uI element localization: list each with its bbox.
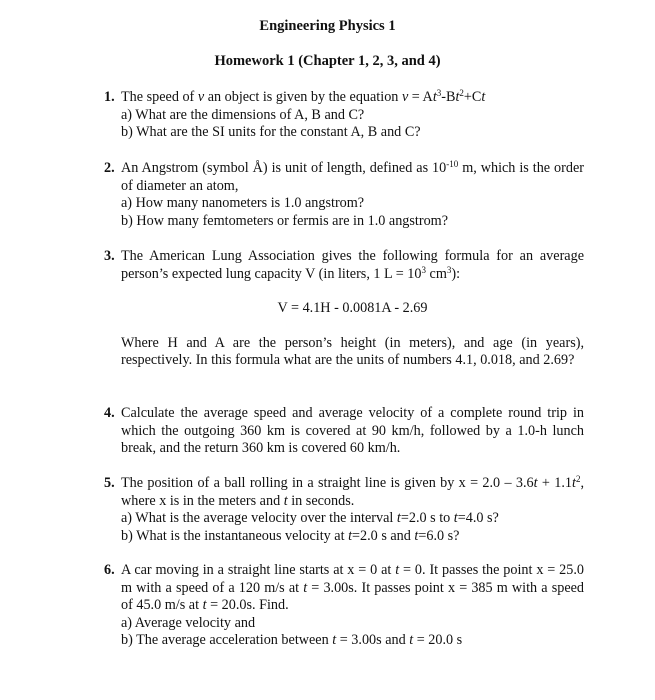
question-6	[104, 562, 584, 650]
question-number: 1.	[104, 89, 115, 105]
homework-title: Homework 1 (Chapter 1, 2, 3, and 4)	[214, 53, 441, 69]
sub-question-b: b) The average acceleration between t = 3.00s and t = 20.0 s	[121, 632, 463, 648]
sub-question-a: a) How many nanometers is 1.0 angstrom?	[121, 195, 365, 211]
question-stem: An Angstrom (symbol Å) is unit of length, defined as $10^{-10}$ m, which is the order of diameter an atom,	[121, 159, 584, 194]
question-stem: The speed of v an object is given by the equation $v = At^3-Bt^2+Ct$	[121, 88, 486, 105]
question-number: 4.	[104, 405, 115, 421]
question-1	[104, 89, 584, 142]
sub-question-a: a) What are the dimensions of A, B and C?	[121, 106, 365, 123]
question-number: 6.	[104, 562, 115, 578]
sub-question-a: a) What is the average velocity over the interval t=2.0 s to t=4.0 s?	[121, 510, 499, 526]
sub-question-a: a) Average velocity and	[121, 614, 256, 631]
question-5	[104, 475, 584, 545]
question-2	[104, 160, 584, 230]
question-stem: The American Lung Association gives the following formula for an average person’s expected lung capacity V (in liters, 1 $L = 10^3$ $cm^3$):	[121, 248, 584, 282]
question-stem: The position of a ball rolling in a straight line is given by $x = 2.0 - 3.6t + 1.1t^2$, where x is in the meters and t in seconds.	[121, 474, 584, 509]
question-number: 5.	[104, 475, 115, 491]
course-title: Engineering Physics 1	[259, 18, 396, 34]
question-text: Where H and A are the person’s height (in meters), and age (in years), respectively. In this formula what are the units of numbers 4.1, 0.018, and 2.69?	[121, 334, 584, 368]
question-text: Calculate the average speed and average velocity of a complete round trip in which the outgoing 360 km is covered at 90 km/h, followed by a 1.0-h lunch break, and the return 360 km is covered 60 km/h.	[121, 405, 584, 456]
sub-question-b: b) What is the instantaneous velocity at t=2.0 s and t=6.0 s?	[121, 527, 460, 544]
question-stem: A car moving in a straight line starts at x = 0 at t = 0. It passes the point x = 25.0 m with a speed of a 120 m/s at t = 3.00s. It passes point x = 385 m with a speed of 45.0 m/s at t = 20.0s. Find.	[121, 562, 585, 613]
sub-question-b: b) How many femtometers or fermis are in 1.0 angstrom?	[121, 212, 449, 229]
question-3	[104, 248, 584, 370]
sub-question-b: b) What are the SI units for the constant A, B and C?	[121, 124, 421, 140]
lung-capacity-equation: V = 4.1H - 0.0081A - 2.69	[277, 300, 428, 316]
question-number: 3.	[104, 248, 115, 264]
question-number: 2.	[104, 160, 115, 176]
question-4	[104, 405, 584, 458]
